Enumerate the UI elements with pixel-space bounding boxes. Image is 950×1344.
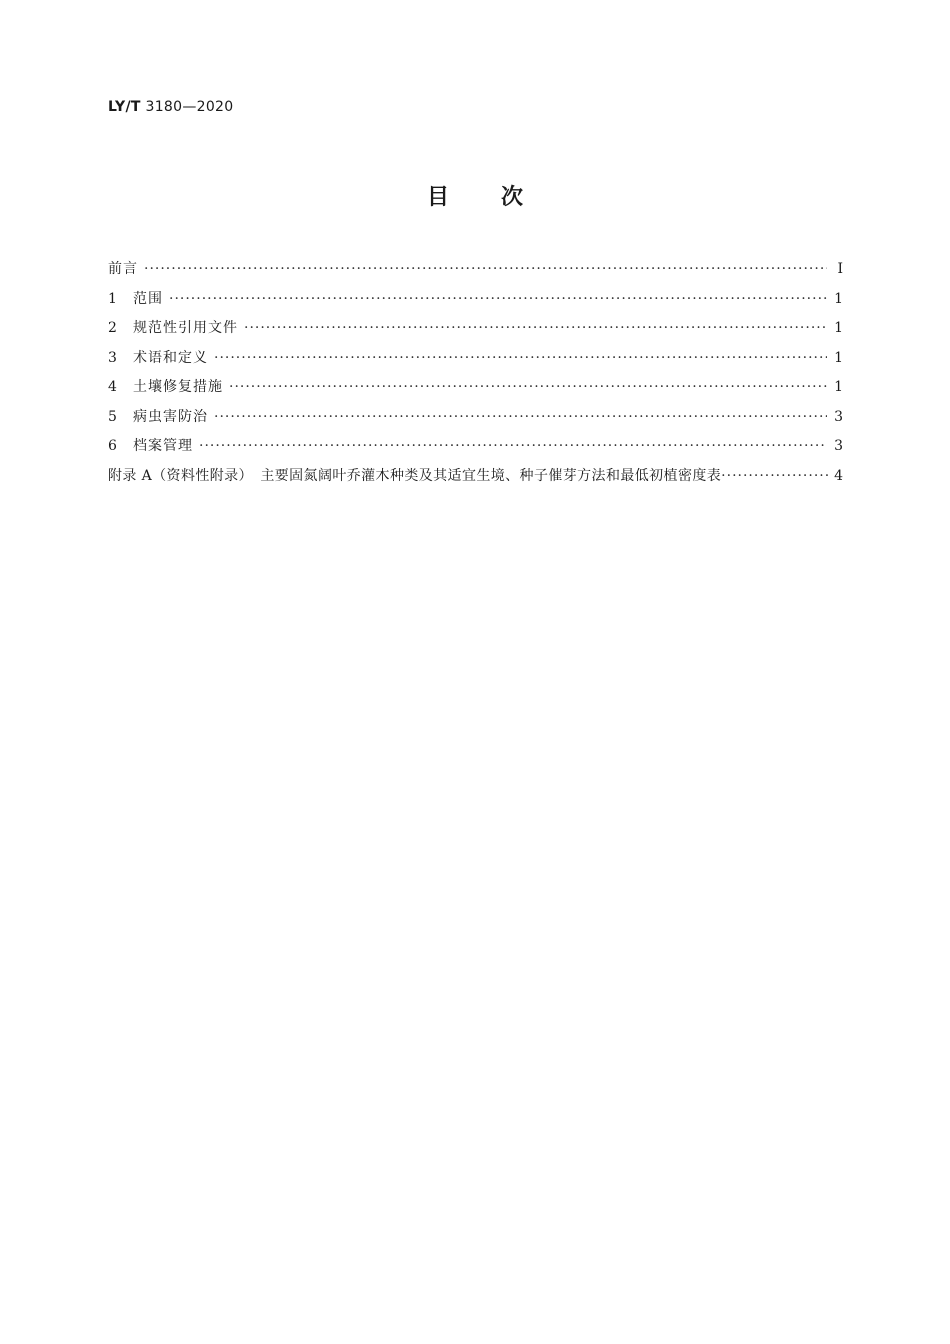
toc-item-foreword[interactable] [108, 258, 843, 288]
toc-item-text: 档案管理 [133, 438, 193, 454]
document-header [108, 99, 233, 115]
toc-leader-dots [721, 468, 831, 484]
toc-item-archive-management[interactable] [108, 435, 843, 465]
toc-item-page: 1 [834, 290, 843, 307]
table-of-contents [108, 258, 843, 494]
toc-item-page: 3 [834, 438, 843, 454]
toc-item-text: 规范性引用文件 [133, 320, 238, 336]
toc-item-pest-control[interactable] [108, 406, 843, 436]
toc-item-text: 前言 [108, 261, 138, 277]
toc-item-page: 1 [834, 320, 843, 336]
toc-item-number: 3 [108, 349, 117, 366]
toc-item-text: 术语和定义 [133, 349, 208, 366]
toc-item-number: 4 [108, 379, 117, 395]
toc-item-number: 5 [108, 408, 117, 425]
page-title [0, 180, 950, 211]
toc-item-page: Ⅰ [837, 261, 843, 277]
toc-item-appendix-a[interactable] [108, 465, 843, 495]
toc-item-number: 1 [108, 290, 117, 307]
standard-code: LY/T [108, 99, 141, 115]
title-char-2: 次 [501, 185, 524, 210]
toc-item-text: 附录 A（资料性附录） 主要固氮阔叶乔灌木种类及其适宜生境、种子催芽方法和最低初植密度表 [108, 467, 722, 484]
standard-number: 3180—2020 [145, 99, 234, 115]
toc-item-text: 病虫害防治 [133, 408, 208, 425]
toc-leader-dots [244, 320, 827, 336]
toc-item-page: 1 [834, 349, 843, 366]
toc-item-normative-references[interactable] [108, 317, 843, 347]
toc-item-text: 范围 [133, 290, 163, 307]
toc-item-terms-definitions[interactable] [108, 347, 843, 377]
toc-item-text: 土壤修复措施 [133, 379, 223, 395]
toc-leader-dots [144, 261, 827, 277]
toc-item-page: 3 [834, 408, 843, 425]
toc-leader-dots [199, 438, 827, 454]
toc-item-page: 4 [834, 467, 843, 484]
toc-leader-dots [169, 291, 827, 307]
title-char-1: 目 [426, 185, 449, 210]
toc-leader-dots [214, 409, 827, 425]
toc-item-soil-remediation[interactable] [108, 376, 843, 406]
toc-leader-dots [214, 350, 827, 366]
toc-item-number: 2 [108, 320, 117, 336]
toc-leader-dots [229, 379, 827, 395]
toc-item-scope[interactable] [108, 288, 843, 318]
toc-item-number: 6 [108, 438, 117, 454]
toc-item-page: 1 [834, 379, 843, 395]
